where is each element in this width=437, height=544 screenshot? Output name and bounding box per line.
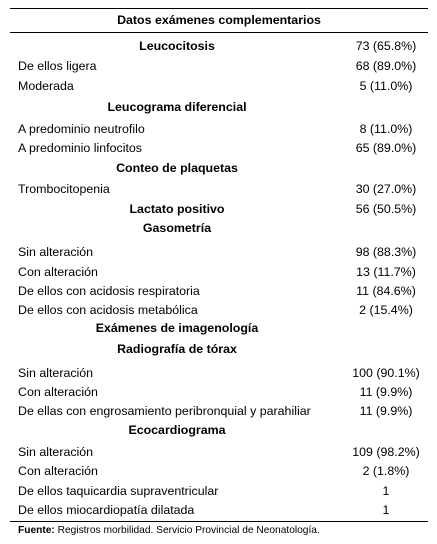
row-label: Sin alteración bbox=[18, 445, 94, 459]
row-label: Conteo de plaquetas bbox=[116, 161, 238, 175]
table-title: Datos exámenes complementarios bbox=[117, 13, 321, 27]
table-title-row bbox=[10, 10, 428, 30]
row-label: De ellos ligera bbox=[18, 59, 97, 73]
table-row bbox=[10, 56, 428, 76]
table-row bbox=[10, 76, 428, 96]
row-label: De ellos miocardiopatía dilatada bbox=[18, 503, 195, 517]
row-label: A predominio neutrofilo bbox=[18, 122, 145, 136]
row-value: 100 (90.1%) bbox=[352, 366, 420, 380]
row-value: 109 (98.2%) bbox=[352, 445, 420, 459]
row-value: 13 (11.7%) bbox=[356, 265, 416, 279]
row-value: 1 bbox=[382, 503, 390, 517]
section-header-plaquetas bbox=[10, 158, 428, 178]
row-value: 98 (88.3%) bbox=[355, 245, 417, 259]
table-top-rule bbox=[10, 8, 428, 9]
table-bottom-rule bbox=[10, 521, 428, 522]
row-label: A predominio linfocitos bbox=[18, 141, 142, 155]
table-footnote bbox=[18, 525, 320, 536]
table-row bbox=[10, 442, 428, 462]
row-value: 11 (9.9%) bbox=[359, 404, 413, 418]
row-value: 2 (1.8%) bbox=[362, 464, 410, 478]
table-row bbox=[10, 179, 428, 199]
row-label: Trombocitopenia bbox=[18, 182, 110, 196]
table-header-rule bbox=[10, 32, 428, 33]
row-value: 5 (11.0%) bbox=[359, 79, 413, 93]
row-label: Leucograma diferencial bbox=[107, 100, 247, 114]
table-row bbox=[10, 262, 428, 282]
table-row bbox=[10, 138, 428, 158]
row-value: 11 (84.6%) bbox=[356, 284, 416, 298]
row-value: 2 (15.4%) bbox=[359, 303, 413, 317]
row-label: Radiografía de tórax bbox=[117, 342, 237, 356]
footnote-prefix: Fuente: bbox=[18, 525, 55, 536]
section-header-leucocitosis bbox=[10, 36, 428, 56]
table-row bbox=[10, 281, 428, 301]
row-label: De ellas con engrosamiento peribronquial y parahiliar bbox=[18, 404, 311, 418]
table-row bbox=[10, 461, 428, 481]
row-label: Leucocitosis bbox=[139, 39, 215, 53]
section-header-imagenologia bbox=[10, 318, 428, 338]
row-value: 68 (89.0%) bbox=[355, 59, 417, 73]
row-value: 56 (50.5%) bbox=[355, 202, 417, 216]
row-label: Con alteración bbox=[18, 464, 98, 478]
row-value: 30 (27.0%) bbox=[355, 182, 417, 196]
table-row bbox=[10, 401, 428, 421]
row-label: Exámenes de imagenología bbox=[95, 321, 259, 335]
row-value: 1 bbox=[382, 484, 390, 498]
section-header-leucograma bbox=[10, 97, 428, 117]
row-value: 65 (89.0%) bbox=[355, 141, 417, 155]
row-label: De ellos con acidosis respiratoria bbox=[18, 284, 200, 298]
table-row bbox=[10, 300, 428, 320]
table-row bbox=[10, 119, 428, 139]
row-label: Moderada bbox=[18, 79, 74, 93]
table-row bbox=[10, 363, 428, 383]
row-label: Sin alteración bbox=[18, 366, 94, 380]
row-label: De ellos con acidosis metabólica bbox=[18, 303, 198, 317]
row-label: De ellos taquicardia supraventricular bbox=[18, 484, 219, 498]
row-value: 8 (11.0%) bbox=[359, 122, 413, 136]
row-value: 73 (65.8%) bbox=[355, 39, 417, 53]
section-header-radiografia bbox=[10, 339, 428, 359]
row-label: Gasometría bbox=[142, 221, 212, 235]
section-header-lactato bbox=[10, 199, 428, 219]
row-label: Con alteración bbox=[18, 385, 98, 399]
row-value: 11 (9.9%) bbox=[359, 385, 413, 399]
table-row bbox=[10, 481, 428, 501]
row-label: Ecocardiograma bbox=[128, 423, 226, 437]
table-row bbox=[10, 382, 428, 402]
table-row bbox=[10, 242, 428, 262]
section-header-ecocardiograma bbox=[10, 420, 428, 440]
section-header-gasometria bbox=[10, 218, 428, 238]
table-row bbox=[10, 500, 428, 520]
row-label: Con alteración bbox=[18, 265, 98, 279]
row-label: Sin alteración bbox=[18, 245, 94, 259]
footnote-text: Registros morbilidad. Servicio Provincial de Neonatología. bbox=[54, 525, 320, 536]
row-label: Lactato positivo bbox=[129, 202, 225, 216]
